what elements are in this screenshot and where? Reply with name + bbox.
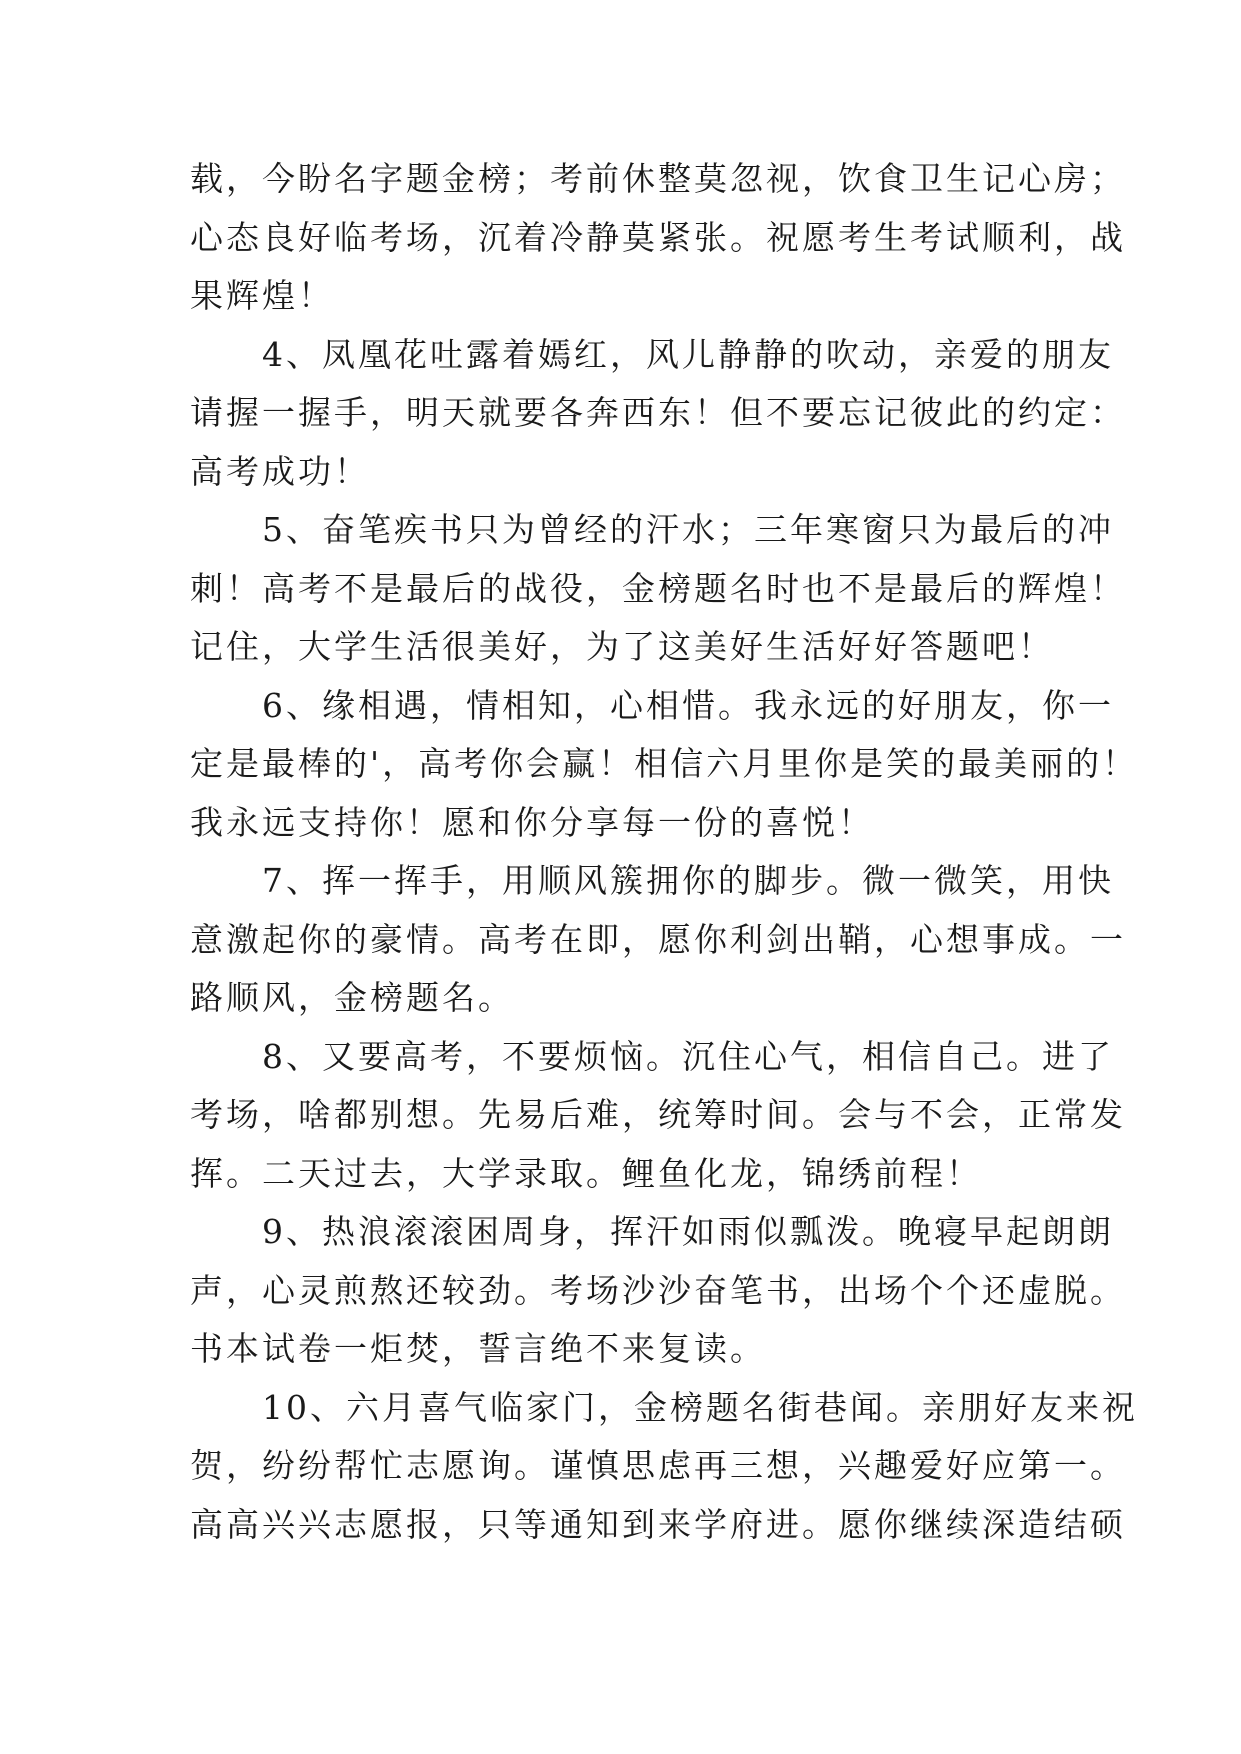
text-line: 10、六月喜气临家门，金榜题名街巷闻。亲朋好友来祝: [190, 1387, 1138, 1427]
paragraph: [190, 1028, 1126, 1204]
text-line: 高考成功！: [190, 451, 370, 491]
text-line: 9、热浪滚滚困周身，挥汗如雨似瓢泼。晚寝早起朗朗: [190, 1212, 1114, 1251]
text-line: 6、缘相遇，情相知，心相惜。我永远的好朋友，你一: [190, 685, 1114, 725]
text-line: 声，心灵煎熬还较劲。考场沙沙奋笔书，出场个个还虚脱。: [190, 1270, 1126, 1310]
paragraph: [190, 677, 1139, 853]
text-line: 挥。二天过去，大学录取。鲤鱼化龙，锦绣前程！: [190, 1153, 982, 1193]
paragraph: [190, 150, 1126, 326]
text-line: 8、又要高考，不要烦恼。沉住心气，相信自己。进了: [190, 1036, 1114, 1076]
text-line: 果辉煌！: [190, 276, 334, 315]
text-line: 载，今盼名字题金榜；考前休整莫忽视，饮食卫生记心房；: [190, 159, 1126, 198]
text-line: 刺！高考不是最后的战役，金榜题名时也不是最后的辉煌！: [190, 568, 1126, 608]
paragraph: [190, 326, 1126, 502]
text-line: 考场，啥都别想。先易后难，统筹时间。会与不会，正常发: [190, 1095, 1126, 1134]
text-line: 我永远支持你！愿和你分享每一份的喜悦！: [190, 802, 874, 842]
text-line: 高高兴兴志愿报，只等通知到来学府进。愿你继续深造结硕: [190, 1504, 1126, 1544]
paragraph: [190, 501, 1126, 677]
document-body: [190, 150, 1139, 1554]
text-line: 请握一握手，明天就要各奔西东！但不要忘记彼此的约定：: [190, 393, 1126, 432]
text-line: 5、奋笔疾书只为曾经的汗水；三年寒窗只为最后的冲: [190, 510, 1114, 549]
paragraph: [190, 1203, 1126, 1379]
text-line: 书本试卷一炬焚，誓言绝不来复读。: [190, 1329, 766, 1368]
text-line: 贺，纷纷帮忙志愿询。谨慎思虑再三想，兴趣爱好应第一。: [190, 1446, 1126, 1485]
text-line: 4、凤凰花吐露着嫣红，风儿静静的吹动，亲爱的朋友: [190, 334, 1114, 374]
text-line: 记住，大学生活很美好，为了这美好生活好好答题吧！: [190, 627, 1054, 666]
text-line: 心态良好临考场，沉着冷静莫紧张。祝愿考生考试顺利，战: [190, 217, 1126, 257]
text-line: 路顺风，金榜题名。: [190, 978, 514, 1017]
paragraph: [190, 852, 1126, 1028]
text-line: 7、挥一挥手，用顺风簇拥你的脚步。微一微笑，用快: [190, 861, 1114, 900]
text-line: 定是最棒的'，高考你会赢！相信六月里你是笑的最美丽的！: [190, 744, 1139, 783]
paragraph: [190, 1379, 1138, 1555]
text-line: 意激起你的豪情。高考在即，愿你利剑出鞘，心想事成。一: [190, 919, 1126, 959]
